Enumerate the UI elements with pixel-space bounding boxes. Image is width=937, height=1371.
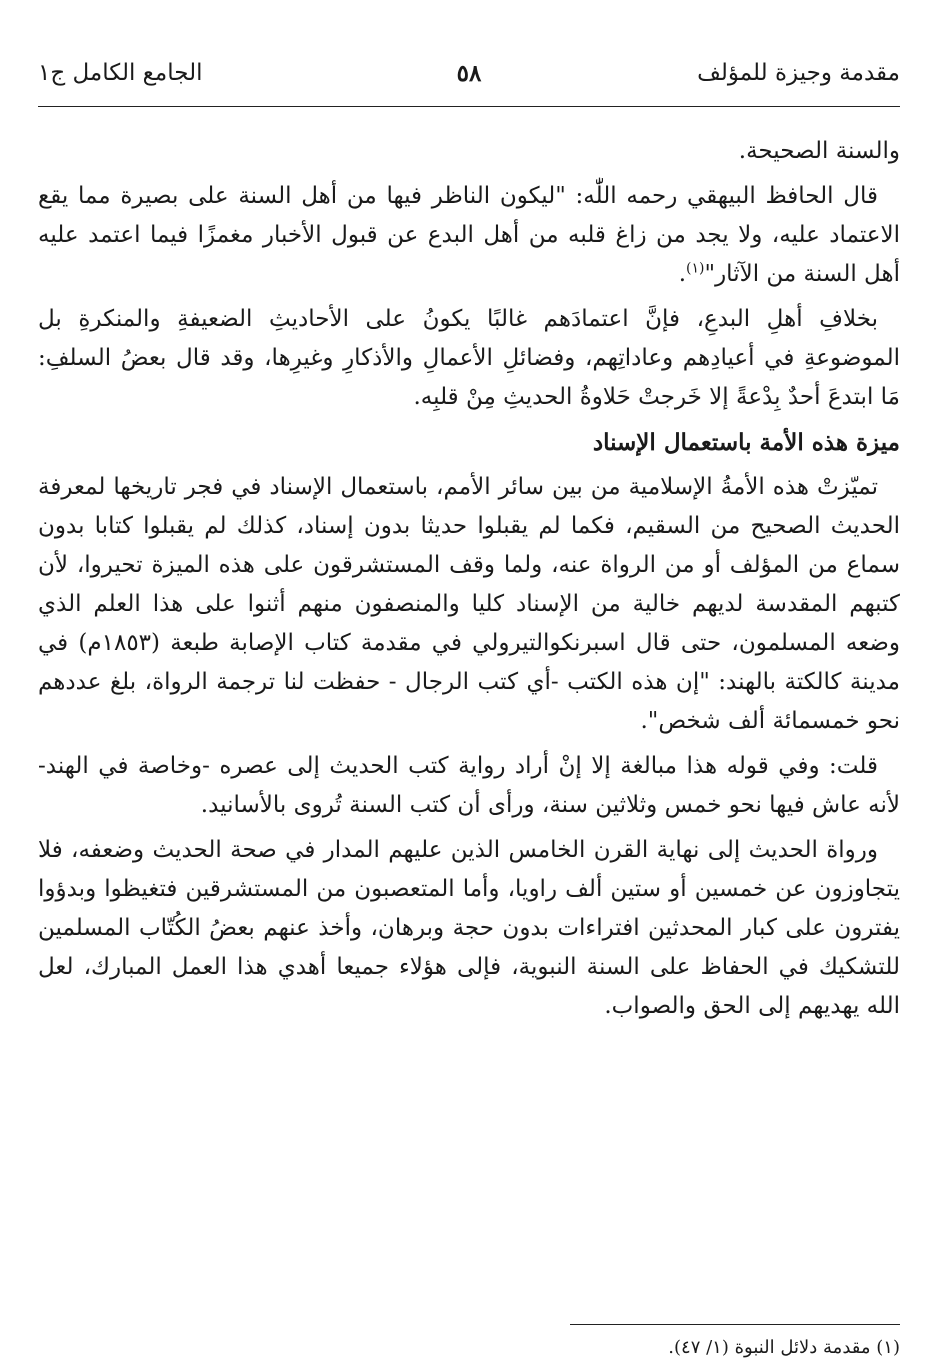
- header-divider: [38, 106, 900, 107]
- header-chapter-title: مقدمة وجيزة للمؤلف: [697, 60, 900, 86]
- book-page: [38, 52, 900, 1358]
- paragraph: قلت: وفي قوله هذا مبالغة إلا إنْ أراد رواية كتب الحديث إلى عصره -وخاصة في الهند- لأنه عاش فيها نحو خمس وثلاثين سنة، ورأى أن كتب السنة تُروى بالأسانيد.: [38, 753, 900, 818]
- footnote-marker: (١): [876, 1337, 900, 1358]
- paragraph-text: قال الحافظ البيهقي رحمه اللّٰه: "ليكون الناظر فيها من أهل السنة على بصيرة مما يقع الاعتماد عليه، ولا يجد من زاغ قلبه من أهل البدع عن قبول الأخبار مغمزًا فيما اعتمد عليه أهل السنة من الآثار": [38, 183, 900, 287]
- footnote-reference[interactable]: (١): [686, 260, 705, 277]
- paragraph: ورواة الحديث إلى نهاية القرن الخامس الذين عليهم المدار في صحة الحديث وضعفه، فلا يتجاوزون عن خمسين أو ستين ألف راويا، وأما المتعصبون من المستشرقين فتغيظوا وبدؤوا يفترون على كبار المحدثين افتراءات بدون حجة وبرهان، وأخذ عنهم بعضُ الكُتّاب المسلمين للتشكيك في الحفاظ على السنة النبوية، فإلى هؤلاء جميعا أهدي هذا العمل المبارك، لعل الله يهديهم إلى الحق والصواب.: [38, 837, 900, 1019]
- footnote-divider: [570, 1324, 900, 1325]
- footnote: [38, 1334, 900, 1362]
- paragraph: والسنة الصحيحة.: [738, 138, 900, 164]
- paragraph: بخلافِ أهلِ البدعِ، فإنَّ اعتمادَهم غالبًا يكونُ على الأحاديثِ الضعيفةِ والمنكرةِ بل الموضوعةِ في أعيادِهم وعاداتِهم، وفضائلِ الأعمالِ والأذكارِ وغيرِها، وقد قال بعضُ السلفِ: مَا ابتدعَ أحدٌ بِدْعةً إلا خَرجتْ حَلاوةُ الحديثِ مِنْ قلبِه.: [38, 306, 900, 410]
- paragraph: [38, 177, 900, 294]
- paragraph: تميّزتْ هذه الأمةُ الإسلامية من بين سائر الأمم، باستعمال الإسناد في فجر تاريخها لمعرفة الحديث الصحيح من السقيم، فكما لم يقبلوا حديثا بدون إسناد، كذلك لم يقبلوا كتابا بدون سماع من المؤلف أو من الرواة عنه، ولما وقف المستشرقون على هذه الميزة تحيروا، لأن كتبهم المقدسة لديهم خالية من الإسناد كليا والمنصفون منهم أثنوا على هذا العلم الذي وضعه المسلمون، حتى قال اسبرنكوالتيرولي في مقدمة كتاب الإصابة طبعة (١٨٥٣م) في مدينة كالكتة بالهند: "إن هذه الكتب -أي كتب الرجال - حفظت لنا ترجمة الرواة، بلغ عددهم نحو خمسمائة ألف شخص".: [38, 474, 900, 734]
- paragraph-text-end: .: [678, 261, 687, 287]
- page-body: [38, 132, 900, 1032]
- section-heading: ميزة هذه الأمة باستعمال الإسناد: [592, 429, 900, 456]
- footnote-text: مقدمة دلائل النبوة (١/ ٤٧).: [668, 1337, 871, 1358]
- page-header: [38, 52, 900, 100]
- page-number: ٥٨: [456, 60, 482, 87]
- header-book-title: الجامع الكامل ج١: [38, 60, 203, 86]
